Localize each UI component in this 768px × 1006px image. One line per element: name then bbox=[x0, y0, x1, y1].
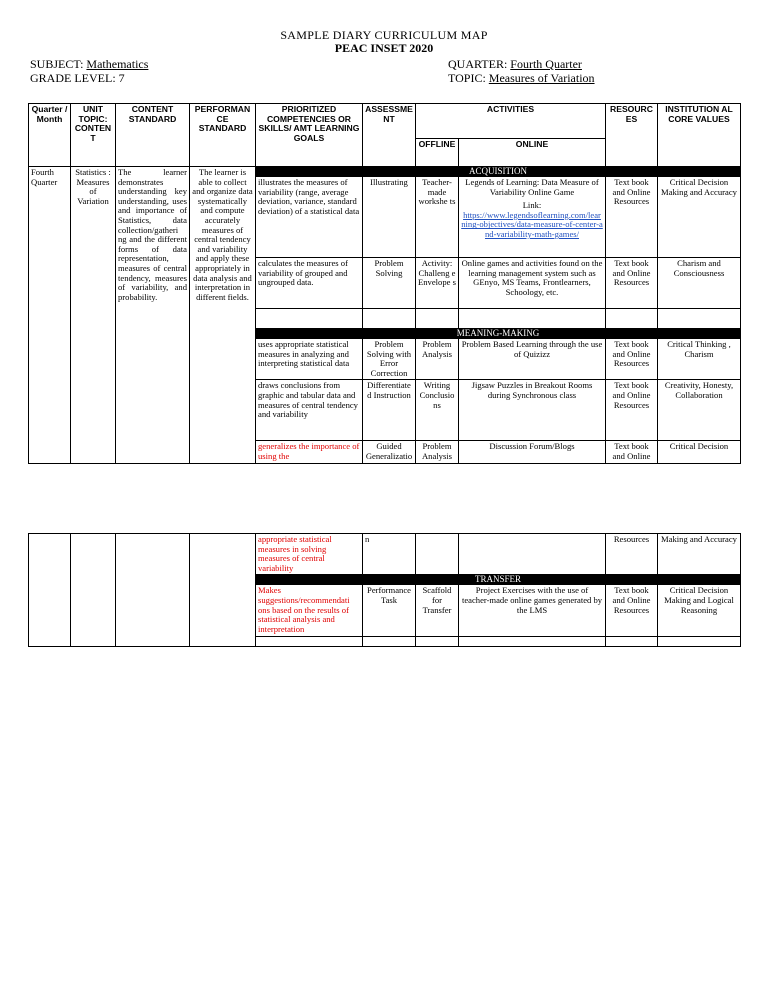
competency-cell: uses appropriate statistical measures in analyzing and interpreting statistical data bbox=[256, 339, 363, 380]
assessment-cell: Differentiate d Instruction bbox=[363, 380, 416, 441]
band-transfer: TRANSFER bbox=[256, 575, 741, 585]
offline-cell: Problem Analysis bbox=[416, 441, 459, 464]
header-offline: OFFLINE bbox=[416, 139, 459, 167]
competency-cell: Makes suggestions/recommendati ons based on the results of statistical analysis and interpretation bbox=[256, 585, 363, 637]
assessment-cell: Guided Generalizatio bbox=[363, 441, 416, 464]
assessment-cell: Problem Solving with Error Correction bbox=[363, 339, 416, 380]
empty-cell bbox=[459, 534, 606, 575]
header-row-top bbox=[29, 104, 741, 139]
resources-cell: Resources bbox=[606, 534, 658, 575]
online-cell: Online games and activities found on the learning management system such as GEnyo, MS Teams, Frontlearners, Schoology, etc. bbox=[459, 258, 606, 309]
cell-content-standard: The learner demonstrates understanding key understanding, uses and importance of Statistics, data collection/gatheri ng and the different forms of data representation, measures of central tendency, measures of variability, and probability. bbox=[116, 167, 190, 464]
curriculum-map-table-continued bbox=[28, 533, 741, 647]
header-unit-topic: UNIT TOPIC: CONTEN T bbox=[71, 104, 116, 167]
quarter-value: Fourth Quarter bbox=[510, 57, 582, 71]
topic-label: TOPIC: bbox=[448, 71, 489, 85]
empty-cell bbox=[459, 637, 606, 647]
empty-cell bbox=[116, 534, 190, 647]
values-cell: Critical Decision Making and Logical Reasoning bbox=[658, 585, 741, 637]
cell-quarter: Fourth Quarter bbox=[29, 167, 71, 464]
values-cell: Making and Accuracy bbox=[658, 534, 741, 575]
assessment-cell: Problem Solving bbox=[363, 258, 416, 309]
legends-of-learning-link[interactable]: https://www.legendsoflearning.com/learning-objectives/data-measure-of-center-and-variability-math-games/ bbox=[461, 209, 603, 239]
empty-cell bbox=[416, 534, 459, 575]
empty-cell bbox=[363, 309, 416, 329]
band-meaning-making: MEANING-MAKING bbox=[256, 329, 741, 339]
competency-cell: appropriate statistical measures in solving measures of central variability bbox=[256, 534, 363, 575]
offline-cell: Scaffold for Transfer bbox=[416, 585, 459, 637]
topic-value: Measures of Variation bbox=[488, 71, 595, 85]
document-subtitle: PEAC INSET 2020 bbox=[334, 41, 434, 55]
competency-cell: illustrates the measures of variability (range, average deviation, variance, standard deviation) of a statistical data bbox=[256, 177, 363, 258]
header-content-standard: CONTENT STANDARD bbox=[116, 104, 190, 167]
online-cell: Jigsaw Puzzles in Breakout Rooms during Synchronous class bbox=[459, 380, 606, 441]
header-quarter: Quarter / Month bbox=[29, 104, 71, 167]
header-performance-standard: PERFORMAN CE STANDARD bbox=[190, 104, 256, 167]
resources-cell: Text book and Online Resources bbox=[606, 380, 658, 441]
band-row-acquisition bbox=[29, 167, 741, 177]
resources-cell: Text book and Online Resources bbox=[606, 339, 658, 380]
empty-cell bbox=[71, 534, 116, 647]
cell-unit-topic: Statistics : Measures of Variation bbox=[71, 167, 116, 464]
empty-cell bbox=[256, 309, 363, 329]
link-label: Link: bbox=[522, 200, 542, 211]
online-cell: Discussion Forum/Blogs bbox=[459, 441, 606, 464]
subject-line bbox=[30, 57, 148, 72]
subject-value: Mathematics bbox=[86, 57, 149, 71]
empty-cell bbox=[459, 309, 606, 329]
empty-cell bbox=[606, 637, 658, 647]
online-text: Legends of Learning: Data Measure of Variability Online Game bbox=[465, 177, 599, 197]
quarter-line bbox=[448, 57, 582, 72]
values-cell: Charism and Consciousness bbox=[658, 258, 741, 309]
empty-cell bbox=[658, 637, 741, 647]
curriculum-map-table bbox=[28, 103, 741, 464]
assessment-cell: Performance Task bbox=[363, 585, 416, 637]
values-cell: Critical Thinking , Charism bbox=[658, 339, 741, 380]
document-title: SAMPLE DIARY CURRICULUM MAP bbox=[280, 28, 488, 42]
header-activities: ACTIVITIES bbox=[416, 104, 606, 139]
offline-cell: Activity: Challeng e Envelope s bbox=[416, 258, 459, 309]
empty-cell bbox=[416, 309, 459, 329]
quarter-label: QUARTER: bbox=[448, 57, 511, 71]
competency-cell: generalizes the importance of using the bbox=[256, 441, 363, 464]
header-online: ONLINE bbox=[459, 139, 606, 167]
resources-cell: Text book and Online Resources bbox=[606, 177, 658, 258]
resources-cell: Text book and Online bbox=[606, 441, 658, 464]
offline-cell: Teacher-made workshe ts bbox=[416, 177, 459, 258]
offline-cell: Writing Conclusions bbox=[416, 380, 459, 441]
online-cell: Project Exercises with the use of teacher-made online games generated by the LMS bbox=[459, 585, 606, 637]
offline-cell: Problem Analysis bbox=[416, 339, 459, 380]
header-assessment: ASSESSME NT bbox=[363, 104, 416, 167]
empty-cell bbox=[416, 637, 459, 647]
cell-performance-standard: The learner is able to collect and organize data systematically and compute accurately measures of central tendency and variability and apply these appropriately in data analysis and interpretation in different fields. bbox=[190, 167, 256, 464]
empty-cell bbox=[256, 637, 363, 647]
online-cell: Problem Based Learning through the use of Quizizz bbox=[459, 339, 606, 380]
values-cell: Creativity, Honesty, Collaboration bbox=[658, 380, 741, 441]
empty-cell bbox=[658, 309, 741, 329]
values-cell: Critical Decision bbox=[658, 441, 741, 464]
online-cell bbox=[459, 177, 606, 258]
grade-line: GRADE LEVEL: 7 bbox=[30, 71, 125, 85]
header-core-values: INSTITUTION AL CORE VALUES bbox=[658, 104, 741, 167]
resources-cell: Text book and Online Resources bbox=[606, 585, 658, 637]
table-row bbox=[29, 534, 741, 575]
resources-cell: Text book and Online Resources bbox=[606, 258, 658, 309]
assessment-cell: n bbox=[363, 534, 416, 575]
competency-cell: draws conclusions from graphic and tabular data and measures of central tendency and variability bbox=[256, 380, 363, 441]
band-acquisition: ACQUISITION bbox=[256, 167, 741, 177]
empty-cell bbox=[29, 534, 71, 647]
values-cell: Critical Decision Making and Accuracy bbox=[658, 177, 741, 258]
empty-cell bbox=[190, 534, 256, 647]
competency-cell: calculates the measures of variability of grouped and ungrouped data. bbox=[256, 258, 363, 309]
empty-cell bbox=[606, 309, 658, 329]
header-resources: RESOURC ES bbox=[606, 104, 658, 167]
topic-line bbox=[448, 71, 595, 86]
header-competencies: PRIORITIZED COMPETENCIES OR SKILLS/ AMT LEARNING GOALS bbox=[256, 104, 363, 167]
assessment-cell: Illustrating bbox=[363, 177, 416, 258]
subject-label: SUBJECT: bbox=[30, 57, 87, 71]
empty-cell bbox=[363, 637, 416, 647]
